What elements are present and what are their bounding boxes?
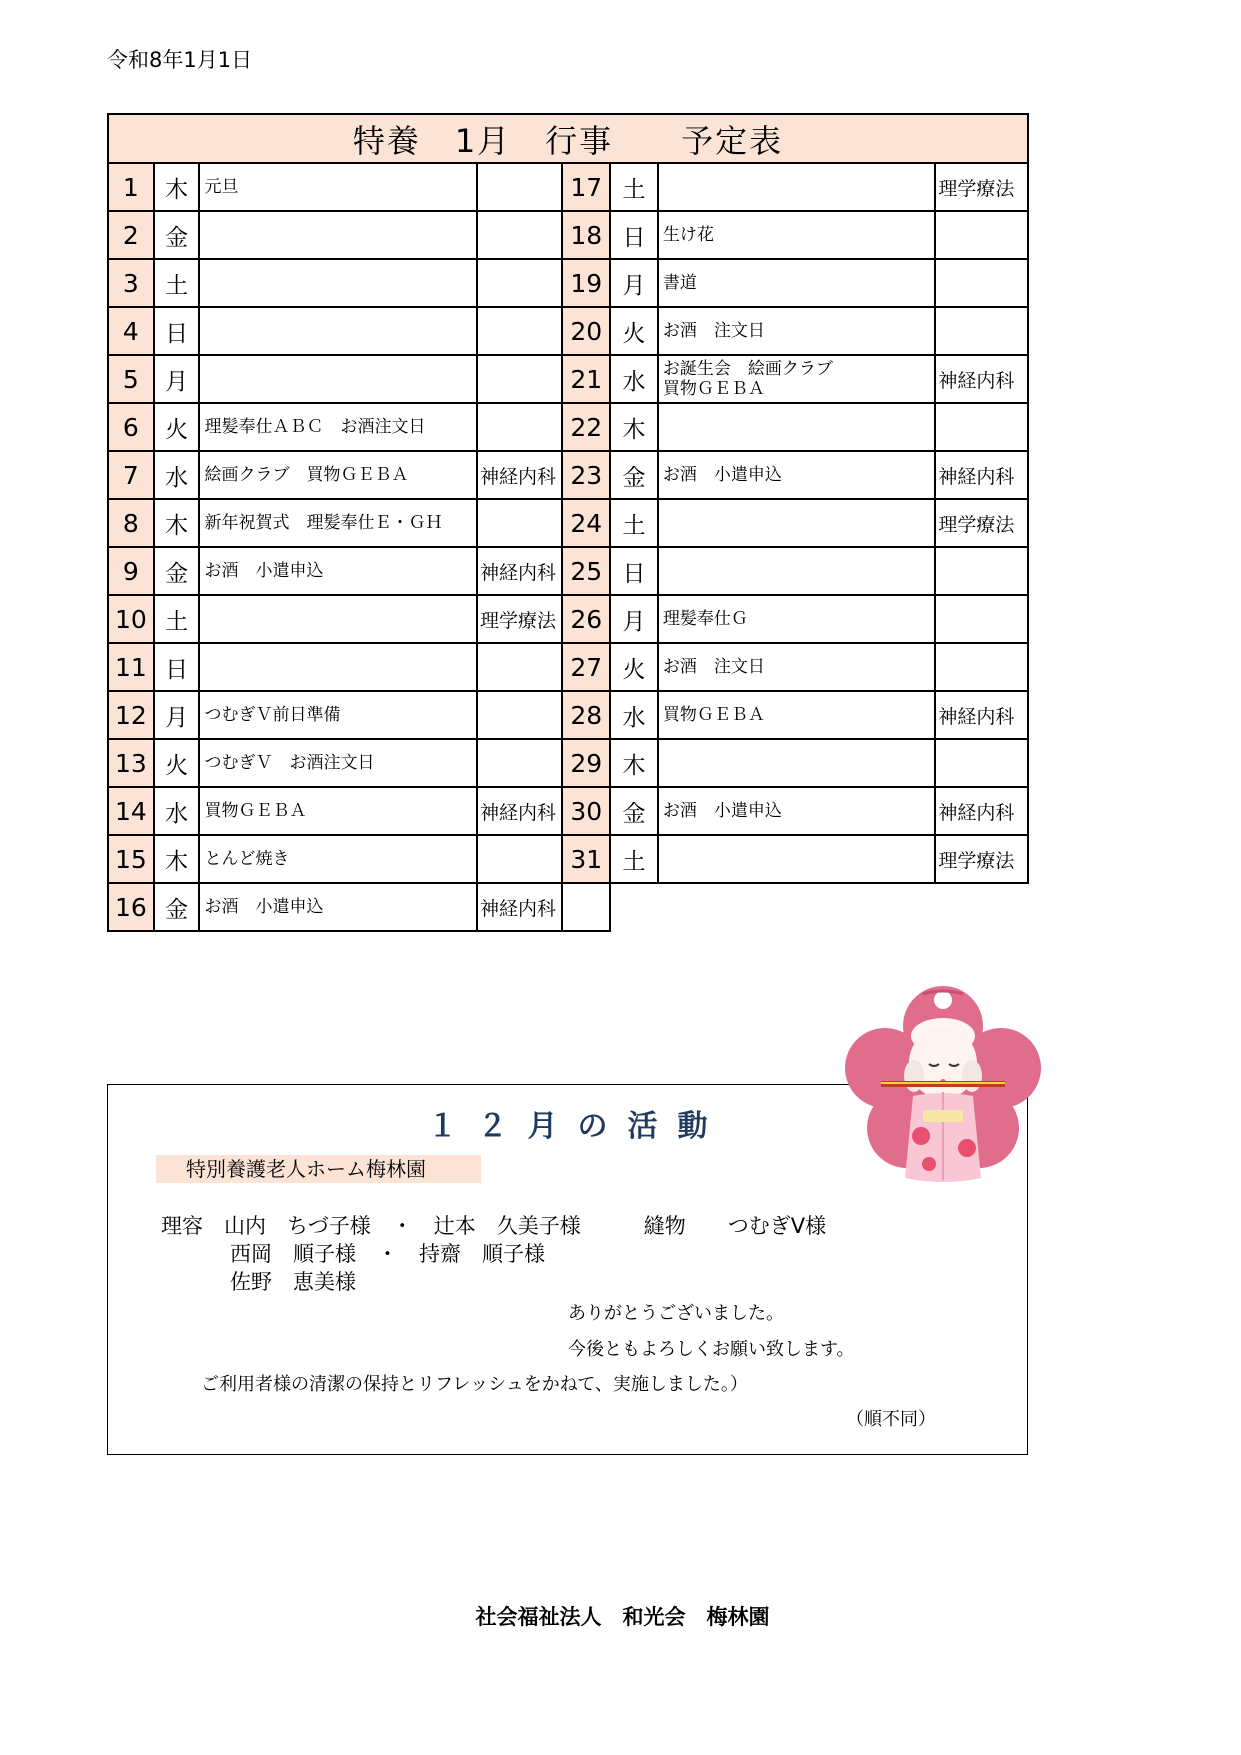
event-cell — [658, 691, 936, 739]
weekday: 金 — [154, 883, 200, 931]
event-cell — [658, 787, 936, 835]
weekday: 金 — [154, 211, 200, 259]
schedule-row — [108, 835, 1028, 883]
specialist-cell — [477, 355, 562, 403]
event-cell — [199, 163, 477, 211]
event-text: 買物ＧＥＢＡ — [662, 379, 765, 399]
schedule-row — [108, 307, 1028, 355]
specialist-cell — [935, 211, 1028, 259]
event-cell — [658, 595, 936, 643]
weekday: 日 — [154, 643, 200, 691]
event-text: 理髪奉仕Ｇ — [662, 609, 748, 629]
specialist-cell — [477, 835, 562, 883]
specialist-cell: 神経内科 — [477, 547, 562, 595]
event-cell — [658, 355, 936, 403]
specialist-cell — [477, 211, 562, 259]
day-number: 25 — [562, 547, 610, 595]
specialist-cell: 神経内科 — [935, 355, 1028, 403]
weekday: 火 — [610, 307, 658, 355]
weekday: 土 — [610, 499, 658, 547]
activity-line-2: 西岡 順子様 ・ 持齋 順子様 — [230, 1242, 545, 1266]
day-number: 7 — [108, 451, 154, 499]
weekday: 火 — [154, 403, 200, 451]
weekday: 日 — [610, 547, 658, 595]
day-number: 16 — [108, 883, 154, 931]
day-number: 31 — [562, 835, 610, 883]
day-number: 23 — [562, 451, 610, 499]
weekday: 水 — [610, 691, 658, 739]
weekday: 水 — [154, 451, 200, 499]
event-cell — [199, 835, 477, 883]
specialist-cell: 理学療法 — [935, 163, 1028, 211]
weekday: 月 — [154, 355, 200, 403]
weekday: 木 — [610, 739, 658, 787]
event-text: 絵画クラブ 買物ＧＥＢＡ — [204, 465, 409, 485]
specialist-cell: 神経内科 — [477, 787, 562, 835]
weekday: 土 — [610, 163, 658, 211]
specialist-cell — [477, 739, 562, 787]
weekday: 火 — [610, 643, 658, 691]
specialist-cell — [935, 595, 1028, 643]
event-cell — [199, 787, 477, 835]
specialist-cell — [477, 499, 562, 547]
event-text: 書道 — [662, 273, 697, 293]
event-cell — [658, 643, 936, 691]
weekday: 月 — [154, 691, 200, 739]
event-text: 理髪奉仕ＡＢＣ お酒注文日 — [204, 417, 426, 437]
weekday: 月 — [610, 259, 658, 307]
event-text: 買物ＧＥＢＡ — [204, 801, 307, 821]
event-cell — [658, 259, 936, 307]
footer-organization: 社会福祉法人 和光会 梅林園 — [475, 1605, 770, 1629]
activity-title: １２月の活動 — [427, 1109, 728, 1144]
day-number: 10 — [108, 595, 154, 643]
schedule-row — [108, 451, 1028, 499]
schedule-row — [108, 355, 1028, 403]
event-text: お酒 小遣申込 — [204, 897, 324, 917]
specialist-cell — [935, 643, 1028, 691]
day-number: 9 — [108, 547, 154, 595]
day-number: 8 — [108, 499, 154, 547]
weekday: 木 — [610, 403, 658, 451]
event-text: 生け花 — [662, 225, 714, 245]
schedule-row — [108, 787, 1028, 835]
specialist-cell: 理学療法 — [935, 835, 1028, 883]
activity-thanks-2: 今後ともよろしくお願い致します。 — [568, 1339, 855, 1360]
day-number: 21 — [562, 355, 610, 403]
event-text: お誕生会 絵画クラブ — [662, 359, 833, 379]
specialist-cell — [477, 643, 562, 691]
event-cell — [199, 595, 477, 643]
day-number: 11 — [108, 643, 154, 691]
specialist-cell: 神経内科 — [935, 787, 1028, 835]
day-number: 17 — [562, 163, 610, 211]
day-number: 26 — [562, 595, 610, 643]
event-cell — [199, 307, 477, 355]
weekday: 土 — [610, 835, 658, 883]
specialist-cell — [477, 259, 562, 307]
document-date: 令和8年1月1日 — [107, 48, 253, 72]
specialist-cell: 神経内科 — [935, 451, 1028, 499]
event-text: 元旦 — [204, 177, 239, 197]
event-cell — [658, 307, 936, 355]
specialist-cell: 理学療法 — [477, 595, 562, 643]
schedule-row — [108, 499, 1028, 547]
weekday: 月 — [610, 595, 658, 643]
specialist-cell — [477, 403, 562, 451]
event-cell — [658, 835, 936, 883]
activity-order-note: （順不同） — [846, 1409, 936, 1430]
event-cell — [658, 403, 936, 451]
day-number: 3 — [108, 259, 154, 307]
weekday: 土 — [154, 259, 200, 307]
specialist-cell — [935, 259, 1028, 307]
event-cell — [199, 739, 477, 787]
day-number: 4 — [108, 307, 154, 355]
schedule-row — [108, 643, 1028, 691]
schedule-row — [108, 547, 1028, 595]
event-cell — [199, 691, 477, 739]
specialist-cell — [477, 691, 562, 739]
specialist-cell: 神経内科 — [935, 691, 1028, 739]
specialist-cell: 理学療法 — [935, 499, 1028, 547]
schedule-row — [108, 403, 1028, 451]
day-number: 5 — [108, 355, 154, 403]
day-number: 6 — [108, 403, 154, 451]
event-cell — [199, 643, 477, 691]
day-number: 1 — [108, 163, 154, 211]
schedule-row — [108, 163, 1028, 211]
empty-cell — [562, 883, 610, 931]
event-text: 買物ＧＥＢＡ — [662, 705, 765, 725]
event-text: お酒 小遣申込 — [662, 801, 782, 821]
schedule-row — [108, 595, 1028, 643]
event-cell — [658, 547, 936, 595]
schedule-row — [108, 211, 1028, 259]
schedule-row — [108, 739, 1028, 787]
event-cell — [199, 403, 477, 451]
day-number: 18 — [562, 211, 610, 259]
day-number: 14 — [108, 787, 154, 835]
weekday: 火 — [154, 739, 200, 787]
schedule-row — [108, 883, 1028, 931]
kokeshi-doll-plum-blossom-icon — [843, 968, 1043, 1198]
day-number: 30 — [562, 787, 610, 835]
weekday: 土 — [154, 595, 200, 643]
specialist-cell — [935, 547, 1028, 595]
day-number: 2 — [108, 211, 154, 259]
weekday: 木 — [154, 499, 200, 547]
event-text: お酒 小遣申込 — [662, 465, 782, 485]
event-cell — [658, 163, 936, 211]
specialist-cell: 神経内科 — [477, 883, 562, 931]
weekday: 金 — [610, 451, 658, 499]
day-number: 13 — [108, 739, 154, 787]
event-text: お酒 小遣申込 — [204, 561, 324, 581]
weekday: 金 — [610, 787, 658, 835]
schedule-row — [108, 691, 1028, 739]
day-number: 24 — [562, 499, 610, 547]
event-text: つむぎＶ お酒注文日 — [204, 753, 375, 773]
activity-line-1: 理容 山内 ちづ子様 ・ 辻本 久美子様 縫物 つむぎV様 — [161, 1214, 827, 1238]
weekday: 水 — [154, 787, 200, 835]
weekday: 木 — [154, 835, 200, 883]
day-number: 20 — [562, 307, 610, 355]
specialist-cell — [935, 403, 1028, 451]
weekday: 金 — [154, 547, 200, 595]
weekday: 木 — [154, 163, 200, 211]
day-number: 28 — [562, 691, 610, 739]
event-cell — [199, 355, 477, 403]
event-cell — [199, 547, 477, 595]
specialist-cell: 神経内科 — [477, 451, 562, 499]
event-cell — [199, 883, 477, 931]
specialist-cell — [477, 307, 562, 355]
event-text: 新年祝賀式 理髪奉仕Ｅ・ＧＨ — [204, 513, 443, 533]
event-cell — [199, 499, 477, 547]
weekday: 日 — [610, 211, 658, 259]
empty-cell — [610, 883, 1028, 931]
day-number: 29 — [562, 739, 610, 787]
event-text: お酒 注文日 — [662, 321, 765, 341]
specialist-cell — [935, 739, 1028, 787]
event-cell — [199, 211, 477, 259]
day-number: 22 — [562, 403, 610, 451]
event-cell — [199, 451, 477, 499]
event-text: お酒 注文日 — [662, 657, 765, 677]
activity-line-3: 佐野 恵美様 — [230, 1270, 356, 1294]
event-cell — [658, 451, 936, 499]
event-text: つむぎＶ前日準備 — [204, 705, 341, 725]
schedule-title: 特養 1月 行事 予定表 — [108, 114, 1028, 163]
activity-note: ご利用者様の清潔の保持とリフレッシュをかねて、実施しました。） — [201, 1374, 748, 1395]
schedule-row — [108, 259, 1028, 307]
activity-subtitle: 特別養護老人ホーム梅林園 — [156, 1155, 481, 1183]
event-cell — [658, 211, 936, 259]
specialist-cell — [477, 163, 562, 211]
specialist-cell — [935, 307, 1028, 355]
day-number: 27 — [562, 643, 610, 691]
day-number: 15 — [108, 835, 154, 883]
weekday: 日 — [154, 307, 200, 355]
event-cell — [658, 739, 936, 787]
activity-thanks-1: ありがとうございました。 — [568, 1303, 784, 1324]
day-number: 12 — [108, 691, 154, 739]
schedule-table — [107, 113, 1029, 932]
weekday: 水 — [610, 355, 658, 403]
event-cell — [658, 499, 936, 547]
event-cell — [199, 259, 477, 307]
event-text: とんど焼き — [204, 849, 290, 869]
day-number: 19 — [562, 259, 610, 307]
